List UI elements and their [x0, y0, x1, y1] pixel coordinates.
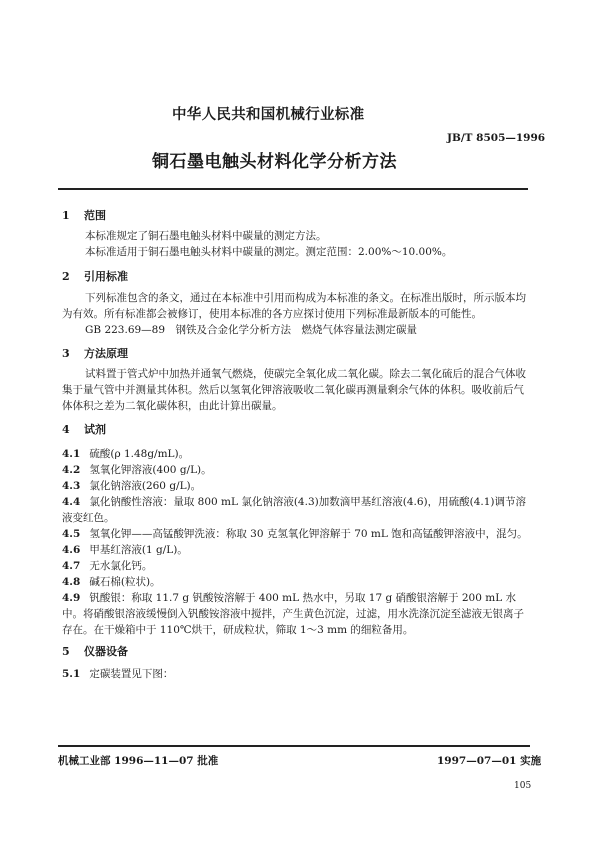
section-1-heading	[62, 207, 106, 223]
implementation-date: 1997—07—01 实施	[437, 755, 542, 767]
section-number: 3	[62, 347, 70, 360]
approval-date: 机械工业部 1996—11—07 批准	[58, 755, 219, 767]
issuing-organization: 中华人民共和国机械行业标准	[172, 107, 365, 123]
page-number: 105	[514, 781, 532, 791]
reagent-item: 4.3 氯化钠溶液(260 g/L)。	[62, 480, 202, 492]
reagent-item: 4.6 甲基红溶液(1 g/L)。	[62, 544, 188, 556]
section-5-heading	[62, 643, 128, 659]
normative-references-paragraph: 下列标准包含的条文，通过在本标准中引用而构成为本标准的条文。在标准出版时，所示版本均为有效。所有标准都会被修订，使用本标准的各方应探讨使用下列标准最新版本的可能性。	[62, 292, 526, 320]
footer-rule	[58, 745, 530, 747]
principle-paragraph: 试料置于管式炉中加热并通氧气燃烧，使碳完全氧化成二氧化碳。除去二氧化硫后的混合气体收集于量气管中并测量其体积。然后以氢氧化钾溶液吸收二氧化碳再测量剩余气体的体积。吸收前后气体体积之差为二氧化碳体积，由此计算出碳量。	[62, 368, 526, 412]
reagent-item: 4.1 硫酸(ρ 1.48g/mL)。	[62, 448, 190, 460]
section-title: 引用标准	[84, 270, 128, 283]
section-title: 试剂	[84, 423, 106, 436]
standard-code: JB/T 8505—1996	[447, 132, 546, 144]
section-3-heading	[62, 345, 128, 361]
section-number: 2	[62, 270, 70, 283]
section-title: 范围	[84, 209, 106, 222]
reagent-item: 4.4 氯化钠酸性溶液：量取 800 mL 氯化钠溶液(4.3)加数滴甲基红溶液(4.6)，用硫酸(4.1)调节溶液变红色。	[62, 496, 526, 524]
reagent-item: 4.9 钒酸银：称取 11.7 g 钒酸铵溶解于 400 mL 热水中，另取 17 g 硝酸银溶解于 200 mL 水中。将硝酸银溶液缓慢倒入钒酸铵溶液中搅拌，产生黄色沉淀，过滤，用水洗涤沉淀至滤液无银离子存在。在干燥箱中于 110℃烘干，研成粒状，筛取 1～3 mm 的细粒备用。	[62, 592, 524, 636]
reagent-item: 4.7 无水氯化钙。	[62, 560, 153, 572]
reagent-item: 4.5 氢氧化钾——高锰酸钾洗液：称取 30 克氢氧化钾溶解于 70 mL 饱和高锰酸钾溶液中，混匀。	[62, 528, 528, 540]
scope-paragraph-2: 本标准适用于铜石墨电触头材料中碳量的测定。测定范围：2.00%～10.00%。	[85, 246, 453, 258]
section-number: 4	[62, 423, 70, 436]
reagent-item: 4.2 氢氧化钾溶液(400 g/L)。	[62, 464, 212, 476]
section-title: 仪器设备	[84, 645, 128, 658]
section-4-heading	[62, 421, 106, 437]
section-2-heading	[62, 268, 128, 284]
apparatus-item: 5.1 定碳装置见下图：	[62, 668, 174, 680]
header-rule	[58, 188, 528, 190]
reagent-item: 4.8 碱石棉(粒状)。	[62, 576, 161, 588]
document-title: 铜石墨电触头材料化学分析方法	[152, 152, 397, 172]
section-number: 1	[62, 209, 70, 222]
scope-paragraph-1: 本标准规定了铜石墨电触头材料中碳量的测定方法。	[85, 230, 327, 242]
section-number: 5	[62, 645, 70, 658]
section-title: 方法原理	[84, 347, 128, 360]
reference-standard: GB 223.69—89 钢铁及合金化学分析方法 燃烧气体容量法测定碳量	[85, 324, 418, 336]
